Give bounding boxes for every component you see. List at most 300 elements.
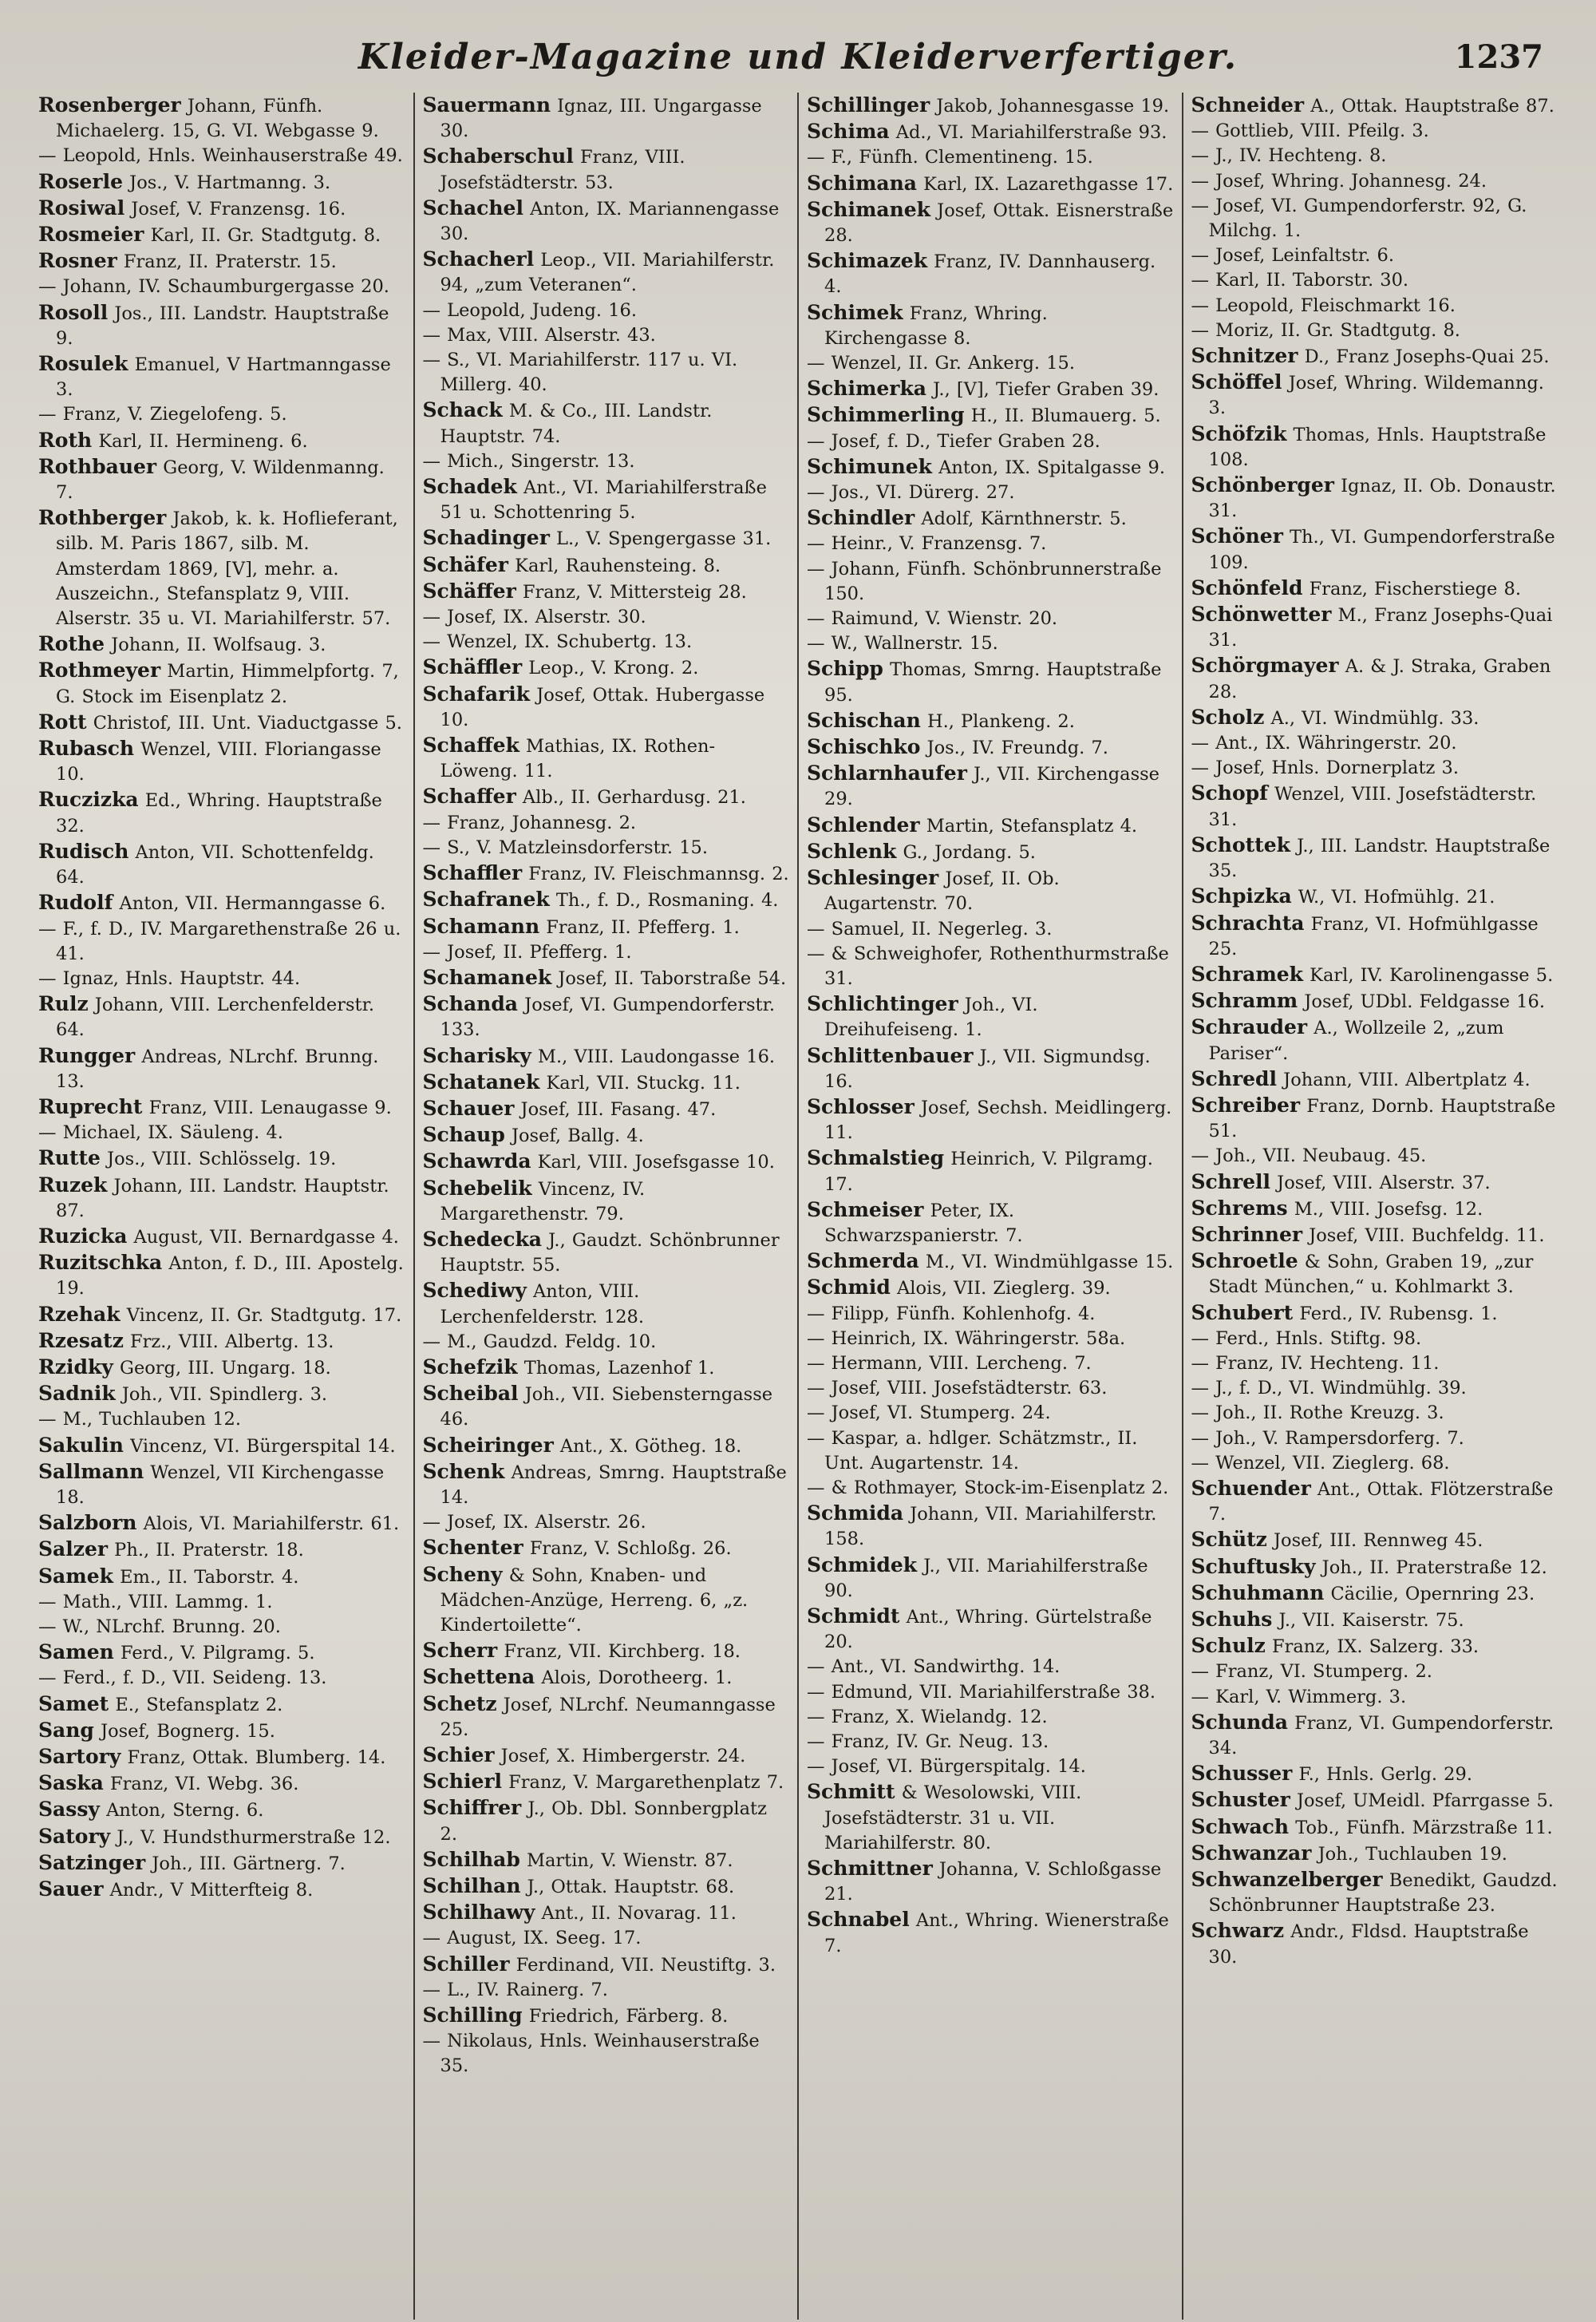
directory-entry (807, 505, 1174, 532)
directory-entry (423, 1227, 790, 1278)
entry-name: Schmitt (807, 1780, 895, 1804)
entry-details: Johann, VIII. Lerchenfelderstr. 64. (56, 995, 375, 1041)
directory-entry (423, 1769, 790, 1795)
entry-details: Anton, VIII. Lerchenfelderstr. 128. (440, 1281, 644, 1327)
directory-entry (38, 1510, 405, 1537)
entry-name: Schmalstieg (807, 1146, 945, 1170)
directory-entry (423, 1795, 790, 1846)
directory-entry (423, 323, 790, 348)
entry-details: — Wenzel, VII. Zieglerg. 68. (1191, 1452, 1450, 1474)
entry-details: — & Rothmayer, Stock-im-Eisenplatz 2. (807, 1477, 1169, 1498)
entry-details: Friedrich, Färberg. 8. (522, 2006, 729, 2027)
directory-entry (38, 1744, 405, 1770)
directory-entry (807, 1426, 1174, 1476)
entry-name: Rulz (38, 992, 89, 1016)
directory-entry (1191, 144, 1558, 168)
directory-entry (1191, 318, 1558, 343)
entry-details: Ad., VI. Mariahilferstraße 93. (889, 122, 1167, 144)
directory-entry (38, 1770, 405, 1797)
entry-name: Rosenberger (38, 93, 181, 117)
directory-entry (1191, 1222, 1558, 1248)
entry-details: — Johann, Fünfh. Schönbrunnerstraße 150. (807, 558, 1162, 604)
entry-name: Rzidky (38, 1355, 113, 1379)
entry-details: Josef, II. Taborstraße 54. (551, 967, 787, 989)
directory-entry (423, 940, 790, 965)
entry-details: Karl, Rauhensteing. 8. (508, 555, 721, 576)
directory-entry (807, 300, 1174, 351)
directory-entry (38, 839, 405, 890)
entry-name: Rothe (38, 632, 105, 656)
directory-entry (38, 1640, 405, 1666)
entry-name: Schütz (1191, 1528, 1267, 1552)
directory-entry (807, 1705, 1174, 1730)
entry-details: — W., Wallnerstr. 15. (807, 633, 998, 655)
entry-details: Johann, II. Wolfsaug. 3. (105, 635, 326, 656)
entry-details: — Josef, VI. Bürgerspitalg. 14. (807, 1756, 1086, 1778)
entry-details: Jos., III. Landstr. Hauptstraße 9. (56, 303, 389, 349)
entry-details: — Gottlieb, VIII. Pfeilg. 3. (1191, 121, 1429, 142)
entry-details: — Johann, IV. Schaumburgergasse 20. (38, 276, 389, 298)
entry-name: Schmidt (807, 1604, 900, 1628)
entry-name: Schaup (422, 1123, 505, 1147)
entry-name: Schramm (1191, 989, 1298, 1013)
entry-details: — Josef, Hnls. Dornerplatz 3. (1191, 758, 1460, 779)
directory-entry (423, 1381, 790, 1432)
directory-entry (807, 532, 1174, 556)
entry-details: Andreas, Smrng. Hauptstraße 14. (440, 1462, 787, 1508)
entry-name: Sassy (38, 1798, 100, 1822)
directory-entry (1191, 169, 1558, 194)
entry-details: — Samuel, II. Negerleg. 3. (807, 918, 1053, 939)
entry-details: — Nikolaus, Hnls. Weinhauserstraße 35. (422, 2031, 760, 2077)
entry-name: Schimana (807, 171, 917, 195)
entry-name: Schimunek (807, 454, 932, 478)
entry-details: Josef, VIII. Buchfeldg. 11. (1302, 1224, 1545, 1246)
directory-entry (807, 171, 1174, 197)
entry-details: Em., II. Taborstr. 4. (113, 1566, 299, 1588)
entry-details: — Leopold, Judeng. 16. (422, 299, 638, 321)
entry-details: Martin, Stefansplatz 4. (919, 815, 1138, 837)
entry-details: — Filipp, Fünfh. Kohlenhofg. 4. (807, 1303, 1096, 1324)
entry-name: Sakulin (38, 1433, 124, 1457)
directory-entry (423, 1070, 790, 1096)
entry-name: Rubasch (38, 737, 135, 761)
entry-details: Alois, VII. Zieglerg. 39. (890, 1278, 1111, 1299)
directory-entry (807, 656, 1174, 707)
entry-details: Wenzel, VIII. Floriangasse 10. (56, 739, 381, 785)
entry-details: A., Ottak. Hauptstraße 87. (1304, 96, 1555, 117)
entry-details: — J., IV. Hechteng. 8. (1191, 145, 1387, 167)
entry-details: Joh., Tuchlauben 19. (1311, 1843, 1507, 1865)
entry-details: Martin, V. Wienstr. 87. (519, 1849, 733, 1871)
entry-details: Peter, IX. Schwarzspanierstr. 7. (824, 1200, 1023, 1246)
entry-name: Schilling (422, 2004, 523, 2027)
entry-details: — Hermann, VIII. Lercheng. 7. (807, 1352, 1092, 1374)
entry-details: Franz, IV. Dannhauserg. 4. (824, 251, 1156, 298)
directory-entry (423, 1873, 790, 1900)
directory-entry (807, 197, 1174, 248)
entry-name: Schnitzer (1191, 344, 1298, 368)
entry-name: Schunda (1191, 1710, 1288, 1734)
entry-details: F., Hnls. Gerlg. 29. (1292, 1764, 1472, 1786)
entry-details: Josef, Sechsh. Meidlingerg. 11. (824, 1097, 1172, 1144)
entry-name: Schachel (422, 196, 523, 220)
entry-name: Schaffler (422, 861, 523, 885)
entry-details: Wenzel, VIII. Josefstädterstr. 31. (1208, 784, 1537, 830)
directory-entry (423, 1926, 790, 1951)
entry-name: Schilhawy (422, 1901, 535, 1924)
directory-entry (38, 505, 405, 631)
entry-name: Schmida (807, 1501, 904, 1525)
entry-details: Franz, IX. Salzerg. 33. (1265, 1636, 1479, 1658)
directory-entry (807, 761, 1174, 812)
directory-entry (38, 1877, 405, 1903)
entry-details: Heinrich, V. Pilgramg. 17. (824, 1149, 1153, 1195)
entry-name: Sauermann (422, 93, 551, 117)
entry-details: Josef, III. Rennweg 45. (1266, 1530, 1483, 1552)
entry-details: H., Plankeng. 2. (920, 710, 1075, 732)
entry-details: J., Gaudzt. Schönbrunner Hauptstr. 55. (440, 1229, 780, 1276)
entry-name: Schusser (1191, 1762, 1293, 1786)
entry-name: Schiffrer (422, 1796, 522, 1820)
directory-entry (423, 1664, 790, 1691)
directory-entry (807, 631, 1174, 656)
entry-details: Adolf, Kärnthnerstr. 5. (915, 508, 1127, 530)
directory-entry (1191, 194, 1558, 243)
entry-details: Cäcilie, Opernring 23. (1324, 1583, 1535, 1604)
entry-name: Salzer (38, 1537, 109, 1561)
directory-entry (38, 275, 405, 299)
entry-name: Schwarz (1191, 1919, 1285, 1943)
entry-details: Johann, VII. Mariahilferstr. 158. (824, 1504, 1157, 1550)
directory-entry (1191, 268, 1558, 293)
entry-name: Ruczizka (38, 788, 139, 812)
entry-details: A., Wollzeile 2, „zum Pariser“. (1208, 1018, 1504, 1064)
directory-entry (1191, 1659, 1558, 1684)
entry-name: Schrinner (1191, 1222, 1303, 1246)
directory-entry (1191, 1607, 1558, 1633)
entry-name: Schauer (422, 1096, 515, 1120)
entry-details: J., Ottak. Hauptstr. 68. (520, 1877, 735, 1898)
entry-details: — Heinrich, IX. Währingerstr. 58a. (807, 1327, 1126, 1349)
directory-entry (807, 865, 1174, 916)
directory-entry (38, 1355, 405, 1381)
directory-entry (807, 1680, 1174, 1705)
directory-entry (38, 787, 405, 838)
directory-entry (1191, 1580, 1558, 1607)
directory-entry (423, 144, 790, 195)
entry-details: — Jos., VI. Dürerg. 27. (807, 482, 1015, 504)
entry-details: Josef, VI. Gumpendorferstr. 133. (440, 995, 776, 1041)
entry-name: Rosulek (38, 352, 128, 376)
directory-entry (423, 1535, 790, 1561)
entry-name: Schlenk (807, 839, 897, 863)
directory-entry (38, 1250, 405, 1301)
directory-columns (30, 93, 1566, 2320)
directory-entry (423, 299, 790, 323)
entry-details: M., VI. Windmühlgasse 15. (918, 1252, 1174, 1273)
directory-entry (423, 1459, 790, 1510)
directory-entry (423, 2029, 790, 2079)
directory-entry (1191, 1376, 1558, 1401)
entry-details: Ant., Ottak. Flötzerstraße 7. (1208, 1478, 1554, 1525)
directory-entry (1191, 1169, 1558, 1196)
directory-entry (1191, 1426, 1558, 1451)
entry-name: Schreiber (1191, 1093, 1301, 1117)
entry-name: Schrell (1191, 1169, 1271, 1193)
entry-details: Josef, Whring. Wildemanng. 3. (1208, 373, 1544, 419)
directory-entry (1191, 1918, 1558, 1969)
entry-name: Schöffel (1191, 370, 1282, 394)
entry-name: Schlesinger (807, 866, 939, 890)
entry-details: Karl, VIII. Josefsgasse 10. (531, 1152, 775, 1173)
directory-entry (807, 1730, 1174, 1754)
entry-details: J., [V], Tiefer Graben 39. (926, 379, 1159, 401)
directory-entry (423, 605, 790, 630)
entry-details: H., II. Blumauerg. 5. (964, 405, 1161, 427)
entry-details: — Josef, VI. Stumperg. 24. (807, 1402, 1051, 1424)
entry-name: Ruzek (38, 1173, 108, 1197)
entry-details: Johanna, V. Schloßgasse 21. (824, 1859, 1162, 1905)
entry-details: Alois, Dorotheerg. 1. (535, 1667, 733, 1689)
entry-details: — Karl, V. Wimmerg. 3. (1191, 1686, 1407, 1707)
directory-entry (807, 1302, 1174, 1327)
entry-details: Josef, III. Fasang. 47. (514, 1098, 717, 1120)
entry-details: — Ignaz, Hnls. Hauptstr. 44. (38, 967, 301, 989)
entry-name: Schwach (1191, 1814, 1290, 1838)
entry-name: Schaffek (422, 734, 519, 758)
entry-details: J., VII. Sigmundsg. 16. (824, 1046, 1151, 1092)
directory-entry (807, 93, 1174, 119)
entry-name: Schima (807, 120, 890, 144)
directory-entry (423, 474, 790, 525)
entry-name: Samek (38, 1564, 113, 1588)
entry-details: Josef, NLrchf. Neumanngasse 25. (440, 1694, 776, 1740)
directory-entry (1191, 884, 1558, 910)
entry-name: Schramek (1191, 962, 1304, 986)
column-2 (415, 93, 800, 2320)
entry-name: Schettena (422, 1665, 535, 1689)
directory-entry (1191, 602, 1558, 653)
entry-details: Martin, Himmelpfortg. 7, G. Stock im Eisenplatz 2. (56, 661, 399, 707)
entry-details: Franz, V. Mittersteig 28. (516, 581, 747, 603)
directory-entry (423, 93, 790, 144)
entry-details: Josef, VIII. Alserstr. 37. (1270, 1172, 1491, 1193)
entry-details: — Franz, X. Wielandg. 12. (807, 1706, 1048, 1727)
entry-name: Ruprecht (38, 1094, 143, 1118)
entry-name: Schedecka (422, 1227, 542, 1251)
directory-entry (38, 658, 405, 709)
entry-name: Schimazek (807, 249, 928, 273)
entry-details: Karl, II. Hermineng. 6. (92, 430, 308, 452)
entry-name: Schuender (1191, 1476, 1311, 1500)
directory-entry (1191, 1554, 1558, 1580)
directory-entry (38, 890, 405, 916)
entry-name: Schwanzar (1191, 1841, 1312, 1865)
directory-entry (807, 1351, 1174, 1376)
entry-details: Franz, II. Praterstr. 15. (117, 251, 337, 273)
directory-entry (807, 145, 1174, 170)
entry-name: Schafarik (422, 682, 531, 706)
directory-entry (807, 1476, 1174, 1501)
entry-details: Jos., IV. Freundg. 7. (920, 738, 1108, 759)
entry-name: Schönberger (1191, 473, 1334, 497)
entry-details: — Joh., II. Rothe Kreuzg. 3. (1191, 1402, 1444, 1424)
entry-details: Tob., Fünfh. Märzstraße 11. (1289, 1817, 1553, 1838)
entry-name: Schäffler (422, 655, 523, 679)
entry-details: Franz, Dornb. Hauptstraße 51. (1208, 1095, 1556, 1142)
entry-name: Schredl (1191, 1066, 1278, 1090)
directory-entry (423, 836, 790, 860)
directory-entry (423, 1122, 790, 1149)
entry-details: — Franz, VI. Stumperg. 2. (1191, 1661, 1432, 1683)
directory-entry (423, 991, 790, 1042)
entry-details: Mathias, IX. Rothen-Löweng. 11. (440, 736, 716, 782)
directory-entry (423, 552, 790, 579)
directory-entry (423, 1149, 790, 1175)
entry-details: J., V. Hundsthurmerstraße 12. (110, 1826, 391, 1848)
entry-name: Schrauder (1191, 1015, 1308, 1039)
entry-details: Th., VI. Gumpendorferstraße 109. (1208, 527, 1555, 573)
entry-details: Josef, UDbl. Feldgasse 16. (1298, 991, 1546, 1013)
directory-entry (807, 734, 1174, 761)
entry-details: Joh., VI. Dreihufeiseng. 1. (824, 995, 1038, 1041)
entry-name: Scholz (1191, 705, 1265, 729)
entry-details: Josef, Ballg. 4. (504, 1125, 644, 1147)
directory-entry (807, 1907, 1174, 1958)
entry-details: Alois, VI. Mariahilferstr. 61. (136, 1513, 400, 1535)
directory-entry (38, 1459, 405, 1510)
entry-details: Ferd., V. Pilgramg. 5. (113, 1643, 315, 1664)
entry-name: Schipp (807, 657, 883, 681)
directory-entry (1191, 653, 1558, 704)
entry-details: & Sohn, Knaben- und Mädchen-Anzüge, Herreng. 6, „z. Kindertoilette“. (440, 1564, 749, 1636)
entry-details: Ant., Whring. Wienerstraße 7. (824, 1910, 1169, 1956)
entry-name: Schmid (807, 1276, 891, 1299)
entry-details: Ant., II. Novarag. 11. (535, 1903, 737, 1924)
entry-details: — Moriz, II. Gr. Stadtgutg. 8. (1191, 319, 1460, 341)
entry-name: Schilhab (422, 1847, 520, 1871)
directory-entry (423, 655, 790, 681)
entry-name: Schediwy (422, 1279, 527, 1303)
entry-name: Sallmann (38, 1459, 144, 1483)
entry-name: Schatanek (422, 1070, 540, 1094)
directory-entry (38, 1302, 405, 1328)
directory-entry (423, 1952, 790, 1978)
entry-details: — Josef, f. D., Tiefer Graben 28. (807, 430, 1100, 452)
entry-details: Andr., V Mitterfteig 8. (103, 1880, 314, 1901)
directory-entry (423, 449, 790, 474)
entry-name: Ruzicka (38, 1224, 128, 1248)
directory-entry (1191, 1066, 1558, 1093)
entry-name: Schroetle (1191, 1249, 1298, 1273)
directory-entry (1191, 1710, 1558, 1761)
entry-details: Anton, VII. Schottenfeldg. 64. (56, 841, 374, 888)
directory-entry (1191, 1527, 1558, 1553)
entry-name: Schacherl (422, 247, 535, 271)
entry-details: Franz, Whring. Kirchengasse 8. (824, 303, 1048, 349)
directory-entry (38, 1824, 405, 1850)
entry-details: — F., f. D., IV. Margarethenstraße 26 u. 41. (38, 918, 401, 964)
directory-entry (423, 525, 790, 552)
directory-entry (807, 1604, 1174, 1655)
entry-details: — Kaspar, a. hdlger. Schätzmstr., II. Unt. Augartenstr. 14. (807, 1427, 1138, 1474)
entry-details: Franz, V. Margarethenplatz 7. (502, 1772, 784, 1794)
directory-entry (38, 1797, 405, 1823)
entry-details: Benedikt, Gaudzd. Schönbrunner Hauptstraße 23. (1208, 1870, 1558, 1917)
entry-name: Scharisky (422, 1043, 531, 1067)
directory-entry (1191, 1196, 1558, 1222)
entry-details: Alb., II. Gerhardusg. 21. (516, 787, 746, 809)
entry-details: Anton, IX. Spitalgasse 9. (931, 457, 1165, 478)
directory-entry (807, 1327, 1174, 1351)
directory-entry (38, 428, 405, 454)
directory-entry (807, 1248, 1174, 1275)
entry-name: Schulz (1191, 1634, 1266, 1658)
directory-entry (807, 1501, 1174, 1552)
entry-name: Schenk (422, 1459, 505, 1483)
directory-entry (807, 351, 1174, 376)
directory-entry (1191, 1015, 1558, 1066)
directory-entry (807, 1197, 1174, 1248)
entry-details: — Josef, IX. Alserstr. 26. (422, 1512, 646, 1533)
entry-name: Rosner (38, 249, 117, 273)
directory-entry (807, 1754, 1174, 1779)
directory-entry (1191, 833, 1558, 884)
entry-details: Franz, II. Pfefferg. 1. (539, 916, 740, 938)
directory-entry (423, 1355, 790, 1381)
directory-entry (1191, 119, 1558, 144)
entry-name: Samet (38, 1691, 109, 1715)
directory-entry (38, 967, 405, 991)
entry-details: Joh., VII. Spindlerg. 3. (115, 1384, 328, 1406)
entry-details: Andr., Fldsd. Hauptstraße 30. (1208, 1921, 1529, 1968)
entry-details: — J., f. D., VI. Windmühlg. 39. (1191, 1378, 1467, 1399)
entry-details: A., VI. Windmühlg. 33. (1264, 707, 1479, 729)
directory-entry (1191, 370, 1558, 421)
directory-entry (807, 1779, 1174, 1856)
directory-entry (38, 710, 405, 736)
entry-details: — Math., VIII. Lammg. 1. (38, 1591, 273, 1612)
directory-entry (423, 1176, 790, 1227)
entry-name: Schuhmann (1191, 1580, 1325, 1604)
entry-details: Josef, X. Himbergerstr. 24. (494, 1746, 746, 1766)
entry-details: — W., NLrchf. Brunng. 20. (38, 1616, 281, 1637)
directory-entry (38, 1328, 405, 1355)
entry-details: Franz, VIII. Lenaugasse 9. (142, 1097, 392, 1118)
entry-details: Karl, VII. Stuckg. 11. (539, 1072, 741, 1094)
entry-details: — F., Fünfh. Clementineng. 15. (807, 147, 1093, 168)
directory-entry (423, 887, 790, 913)
entry-name: Saska (38, 1771, 104, 1795)
entry-details: — Ant., VI. Sandwirthg. 14. (807, 1656, 1061, 1678)
entry-details: Anton, f. D., III. Apostelg. 19. (56, 1253, 404, 1299)
entry-details: Franz, VI. Webg. 36. (103, 1774, 299, 1795)
entry-name: Schaffer (422, 785, 516, 809)
entry-details: Johann, Fünfh. Michaelerg. 15, G. VI. Webgasse 9. (56, 96, 379, 142)
entry-name: Schefzik (422, 1355, 518, 1379)
entry-details: — Max, VIII. Alserstr. 43. (422, 324, 656, 346)
directory-entry (807, 1145, 1174, 1197)
entry-details: Vincenz, IV. Margarethenstr. 79. (440, 1178, 646, 1224)
directory-entry (38, 1537, 405, 1563)
directory-entry (38, 196, 405, 222)
entry-name: Satory (38, 1824, 111, 1848)
entry-name: Schaberschul (422, 144, 574, 168)
directory-entry (423, 811, 790, 836)
directory-entry (1191, 294, 1558, 318)
entry-details: — Heinr., V. Franzensg. 7. (807, 533, 1047, 555)
